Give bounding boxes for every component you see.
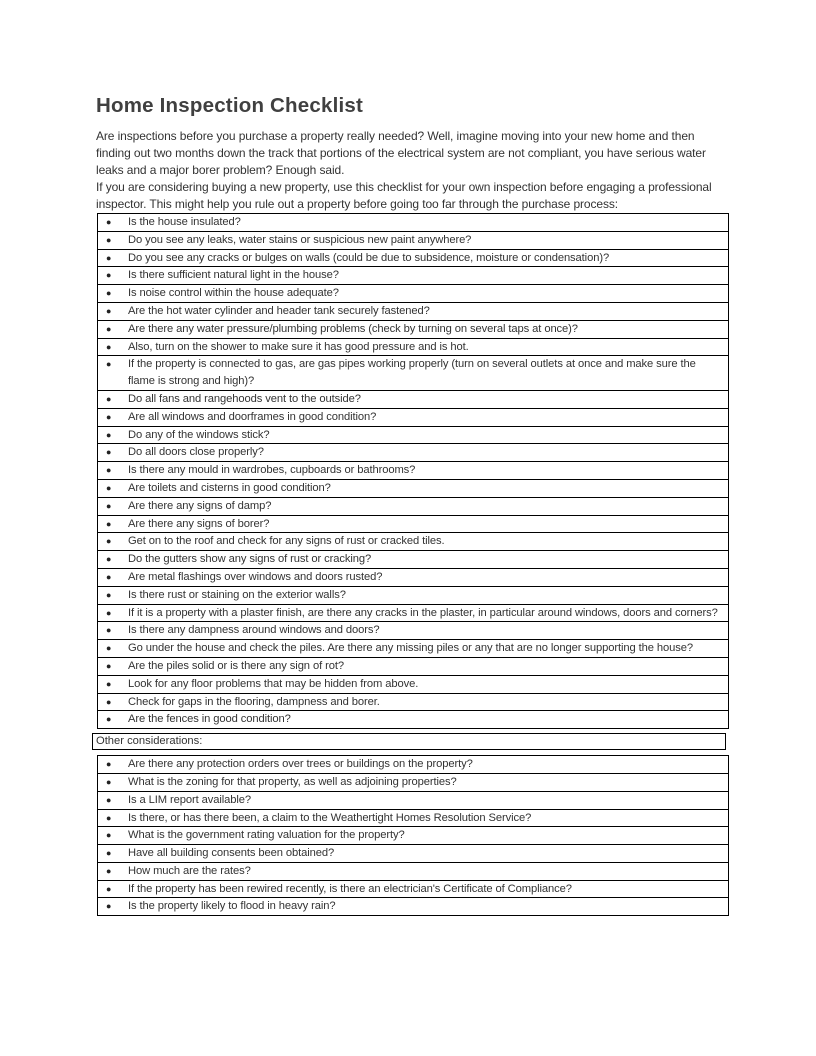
bullet-icon: ● — [106, 411, 112, 422]
checklist-item-text: Are the piles solid or is there any sign of rot? — [122, 657, 729, 675]
checklist-row — [98, 462, 729, 480]
bullet-cell — [98, 214, 123, 232]
checklist-item-text: Do you see any cracks or bulges on walls (could be due to subsidence, moisture or condensation)? — [122, 249, 729, 267]
checklist-item-text: Go under the house and check the piles. Are there any missing piles or any that are no longer supporting the house? — [122, 640, 729, 658]
bullet-cell — [98, 444, 123, 462]
intro-paragraph-1: Are inspections before you purchase a property really needed? Well, imagine moving into your new home and then finding out two months down the track that portions of the electrical system are not compliant, you have serious water leaks and a major borer problem? Enough said. — [96, 129, 706, 177]
document-page — [96, 94, 729, 916]
checklist-row — [98, 773, 729, 791]
checklist-item-text: Also, turn on the shower to make sure it has good pressure and is hot. — [122, 338, 729, 356]
checklist-row — [98, 356, 729, 391]
checklist-row — [98, 302, 729, 320]
checklist-item-text: Are there any signs of borer? — [122, 515, 729, 533]
bullet-icon: ● — [106, 607, 112, 618]
checklist-item-text: Are the hot water cylinder and header tank securely fastened? — [122, 302, 729, 320]
bullet-cell — [98, 675, 123, 693]
checklist-item-text: Is the property likely to flood in heavy rain? — [122, 898, 729, 916]
checklist-row — [98, 479, 729, 497]
checklist-item-text: Is there, or has there been, a claim to the Weathertight Homes Resolution Service? — [122, 809, 729, 827]
checklist-item-text: Are there any water pressure/plumbing problems (check by turning on several taps at once)? — [122, 320, 729, 338]
bullet-icon: ● — [106, 554, 112, 565]
bullet-icon: ● — [106, 776, 112, 787]
bullet-icon: ● — [106, 465, 112, 476]
checklist-item-text: Look for any floor problems that may be hidden from above. — [122, 675, 729, 693]
checklist-row — [98, 756, 729, 774]
bullet-icon: ● — [106, 270, 112, 281]
checklist-item-text: Is a LIM report available? — [122, 791, 729, 809]
checklist-item-text: If it is a property with a plaster finish, are there any cracks in the plaster, in particular around windows, doors and corners? — [122, 604, 729, 622]
checklist-item-text: Are all windows and doorframes in good condition? — [122, 408, 729, 426]
other-considerations-heading: Other considerations: — [92, 733, 726, 750]
bullet-icon: ● — [106, 625, 112, 636]
bullet-cell — [98, 622, 123, 640]
checklist-row — [98, 622, 729, 640]
checklist-item-text: Do you see any leaks, water stains or suspicious new paint anywhere? — [122, 231, 729, 249]
bullet-icon: ● — [106, 359, 112, 370]
checklist-row — [98, 285, 729, 303]
checklist-row — [98, 898, 729, 916]
bullet-cell — [98, 479, 123, 497]
bullet-cell — [98, 302, 123, 320]
bullet-icon: ● — [106, 252, 112, 263]
checklist-item-text: Is there sufficient natural light in the house? — [122, 267, 729, 285]
checklist-item-text: Are there any signs of damp? — [122, 497, 729, 515]
checklist-item-text: Have all building consents been obtained? — [122, 845, 729, 863]
bullet-icon: ● — [106, 812, 112, 823]
bullet-icon: ● — [106, 865, 112, 876]
bullet-icon: ● — [106, 341, 112, 352]
checklist-item-text: If the property has been rewired recently, is there an electrician's Certificate of Compliance? — [122, 880, 729, 898]
bullet-icon: ● — [106, 714, 112, 725]
checklist-item-text: Check for gaps in the flooring, dampness and borer. — [122, 693, 729, 711]
bullet-cell — [98, 586, 123, 604]
checklist-row — [98, 444, 729, 462]
checklist-item-text: How much are the rates? — [122, 862, 729, 880]
bullet-icon: ● — [106, 794, 112, 805]
checklist-row — [98, 390, 729, 408]
bullet-cell — [98, 426, 123, 444]
bullet-cell — [98, 773, 123, 791]
bullet-icon: ● — [106, 830, 112, 841]
bullet-icon: ● — [106, 234, 112, 245]
bullet-cell — [98, 791, 123, 809]
checklist-item-text: Is the house insulated? — [122, 214, 729, 232]
bullet-cell — [98, 898, 123, 916]
bullet-icon: ● — [106, 696, 112, 707]
checklist-row — [98, 845, 729, 863]
bullet-cell — [98, 497, 123, 515]
bullet-cell — [98, 568, 123, 586]
checklist-item-text: Get on to the roof and check for any signs of rust or cracked tiles. — [122, 533, 729, 551]
checklist-item-text: Is noise control within the house adequate? — [122, 285, 729, 303]
checklist-item-text: Are there any protection orders over trees or buildings on the property? — [122, 756, 729, 774]
bullet-cell — [98, 515, 123, 533]
checklist-row — [98, 604, 729, 622]
checklist-row — [98, 320, 729, 338]
checklist-item-text: What is the zoning for that property, as well as adjoining properties? — [122, 773, 729, 791]
checklist-row — [98, 568, 729, 586]
bullet-icon: ● — [106, 500, 112, 511]
bullet-cell — [98, 231, 123, 249]
bullet-cell — [98, 845, 123, 863]
bullet-icon: ● — [106, 518, 112, 529]
bullet-icon: ● — [106, 660, 112, 671]
main-checklist-table — [97, 213, 729, 729]
bullet-cell — [98, 338, 123, 356]
bullet-cell — [98, 756, 123, 774]
bullet-cell — [98, 285, 123, 303]
bullet-cell — [98, 390, 123, 408]
bullet-cell — [98, 809, 123, 827]
checklist-item-text: What is the government rating valuation for the property? — [122, 827, 729, 845]
bullet-icon: ● — [106, 901, 112, 912]
bullet-cell — [98, 249, 123, 267]
checklist-item-text: Do all doors close properly? — [122, 444, 729, 462]
checklist-item-text: Are metal flashings over windows and doors rusted? — [122, 568, 729, 586]
checklist-row — [98, 515, 729, 533]
checklist-item-text: Are the fences in good condition? — [122, 711, 729, 729]
checklist-row — [98, 862, 729, 880]
checklist-item-text: Is there any dampness around windows and doors? — [122, 622, 729, 640]
bullet-cell — [98, 711, 123, 729]
checklist-row — [98, 791, 729, 809]
checklist-item-text: Are toilets and cisterns in good condition? — [122, 479, 729, 497]
bullet-icon: ● — [106, 643, 112, 654]
checklist-item-text: Do any of the windows stick? — [122, 426, 729, 444]
checklist-row — [98, 408, 729, 426]
bullet-cell — [98, 640, 123, 658]
bullet-icon: ● — [106, 288, 112, 299]
bullet-icon: ● — [106, 429, 112, 440]
checklist-row — [98, 586, 729, 604]
bullet-cell — [98, 533, 123, 551]
checklist-row — [98, 214, 729, 232]
checklist-item-text: Do all fans and rangehoods vent to the outside? — [122, 390, 729, 408]
checklist-row — [98, 693, 729, 711]
bullet-cell — [98, 462, 123, 480]
bullet-icon: ● — [106, 883, 112, 894]
checklist-item-text: If the property is connected to gas, are gas pipes working properly (turn on several outlets at once and make sure the flame is strong and high)? — [122, 356, 729, 391]
bullet-icon: ● — [106, 447, 112, 458]
checklist-row — [98, 640, 729, 658]
checklist-row — [98, 426, 729, 444]
checklist-row — [98, 827, 729, 845]
bullet-icon: ● — [106, 305, 112, 316]
bullet-icon: ● — [106, 217, 112, 227]
bullet-cell — [98, 862, 123, 880]
checklist-item-text: Do the gutters show any signs of rust or cracking? — [122, 551, 729, 569]
checklist-row — [98, 711, 729, 729]
checklist-row — [98, 657, 729, 675]
bullet-cell — [98, 657, 123, 675]
checklist-row — [98, 497, 729, 515]
bullet-icon: ● — [106, 678, 112, 689]
checklist-row — [98, 551, 729, 569]
bullet-icon: ● — [106, 536, 112, 547]
bullet-icon: ● — [106, 482, 112, 493]
checklist-row — [98, 880, 729, 898]
page-title: Home Inspection Checklist — [96, 94, 364, 117]
checklist-item-text: Is there rust or staining on the exterior walls? — [122, 586, 729, 604]
bullet-icon: ● — [106, 571, 112, 582]
bullet-cell — [98, 604, 123, 622]
checklist-row — [98, 533, 729, 551]
bullet-icon: ● — [106, 393, 112, 404]
bullet-cell — [98, 551, 123, 569]
checklist-row — [98, 267, 729, 285]
intro-paragraph-2: If you are considering buying a new property, use this checklist for your own inspection before engaging a professional inspector. This might help you rule out a property before going too far through the purchase process: — [96, 180, 712, 211]
bullet-cell — [98, 267, 123, 285]
bullet-cell — [98, 880, 123, 898]
checklist-row — [98, 249, 729, 267]
bullet-cell — [98, 827, 123, 845]
bullet-icon: ● — [106, 848, 112, 859]
bullet-cell — [98, 408, 123, 426]
bullet-icon: ● — [106, 323, 112, 334]
checklist-row — [98, 809, 729, 827]
bullet-cell — [98, 693, 123, 711]
checklist-row — [98, 675, 729, 693]
bullet-icon: ● — [106, 589, 112, 600]
bullet-cell — [98, 320, 123, 338]
checklist-row — [98, 338, 729, 356]
bullet-cell — [98, 356, 123, 391]
checklist-row — [98, 231, 729, 249]
bullet-icon: ● — [106, 759, 112, 770]
checklist-item-text: Is there any mould in wardrobes, cupboards or bathrooms? — [122, 462, 729, 480]
other-checklist-table — [97, 755, 729, 916]
